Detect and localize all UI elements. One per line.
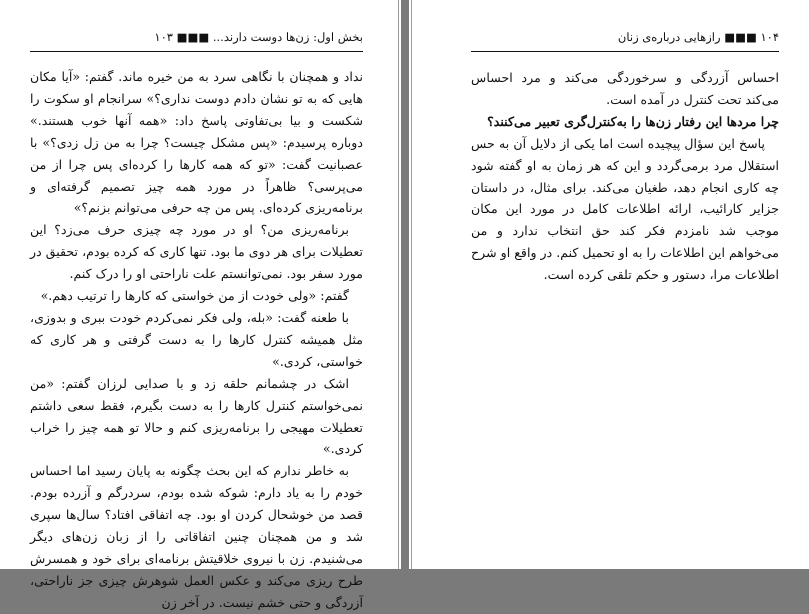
paragraph: پاسخ این سؤال پیچیده است اما یکی از دلایل آن به حس استقلال مرد برمی‌گردد و این که هر زمان به او گفته شود چه کاری انجام دهد، طغیان می‌کند. برای مثال، در داستان جزایر کارائیب، ارائه اطلاعات کامل در مورد این مکان موجب شد نامزدم فکر کند حق انتخاب ندارد و من می‌خواهم این اطلاعات را به او تحمیل کنم. در واقع او شرح اطلاعات مرا، دستور و حکم تلقی کرده است. <box>471 135 779 283</box>
right-page-edge <box>411 0 412 569</box>
section-subheading: چرا مردها این رفتار زن‌ها را به‌کنترل‌گری تعبیر می‌کنند؟ <box>487 113 779 129</box>
right-page <box>409 0 809 569</box>
right-running-header: ۱۰۴ ■■■ رازهایی درباره‌ی زنان <box>617 30 779 44</box>
left-header-rule <box>30 51 363 52</box>
paragraph: گفتم: «ولی خودت از من خواستی که کارها را ترتیب دهم.» <box>40 288 349 304</box>
paragraph: نداد و همچنان با نگاهی سرد به من خیره ماند. گفتم: «آیا مکان هایی که به تو نشان دادم دوست نداری؟» سرانجام او سکوت را شکست و بیا بی‌تفاوتی پاسخ داد: «همه آنها خوب هستند.» دوباره پرسیدم: «پس مشکل چیست؟ چرا به من زل زدی؟» با عصبانیت گفت: «تو که همه کارها را کرده‌ای پس چرا از من می‌پرسی؟ ظاهراً در مورد همه چیز تصمیم گرفته‌ای و برنامه‌ریزی کرده‌ای. پس من چه حرفی می‌توانم بزنم؟» <box>30 69 363 216</box>
right-header-rule <box>471 51 779 52</box>
paragraph: به خاطر ندارم که این بحث چگونه به پایان رسید اما احساس خودم را به یاد دارم: شوکه شده بودم، سردرگم و آزرده بودم. قصد من خوشحال کردن او بود. چه اتفاقی افتاد؟ سال‌ها سپری شد و من همچنان چنین اتفاقاتی را از زبان زن‌های دیگر می‌شنیدم. زن با نیروی خلاقیتش برنامه‌ای برای خود و همسرش طرح ریزی می‌کند و عکس العمل شوهرش چیزی جز ناراحتی، آزردگی و حتی خشم نیست. در آخر زن <box>30 463 363 610</box>
paragraph: برنامه‌ریزی من؟ او در مورد چه چیزی حرف می‌زد؟ این تعطیلات برای هر دوی ما بود. تنها کاری که کرده بودم، تحقیق در مورد سفر بود. نمی‌توانستم علت ناراحتی او را درک کنم. <box>30 222 363 282</box>
left-running-header: بخش اول: زن‌ها دوست دارند... ■■■ ۱۰۳ <box>154 30 363 44</box>
paragraph: احساس آزردگی و سرخوردگی می‌کند و مرد احساس می‌کند تحت کنترل در آمده است. <box>471 70 779 107</box>
left-body <box>30 66 363 614</box>
left-page <box>0 0 401 610</box>
paragraph: با طعنه گفت: «بله، ولی فکر نمی‌کردم خودت ببری و بدوزی، مثل همیشه کنترل کارها را به دست گرفتی و هر کاری که خواستی، کردی.» <box>30 309 363 369</box>
right-body <box>471 67 779 286</box>
left-page-edge <box>398 0 399 569</box>
paragraph: اشک در چشمانم حلقه زد و با صدایی لرزان گفتم: «من نمی‌خواستم کنترل کارها را به دست بگیرم، فقط سعی داشتم تعطیلات مهیجی را برنامه‌ریزی کنم و حالا تو همه چیز را خراب کردی.» <box>30 375 363 457</box>
